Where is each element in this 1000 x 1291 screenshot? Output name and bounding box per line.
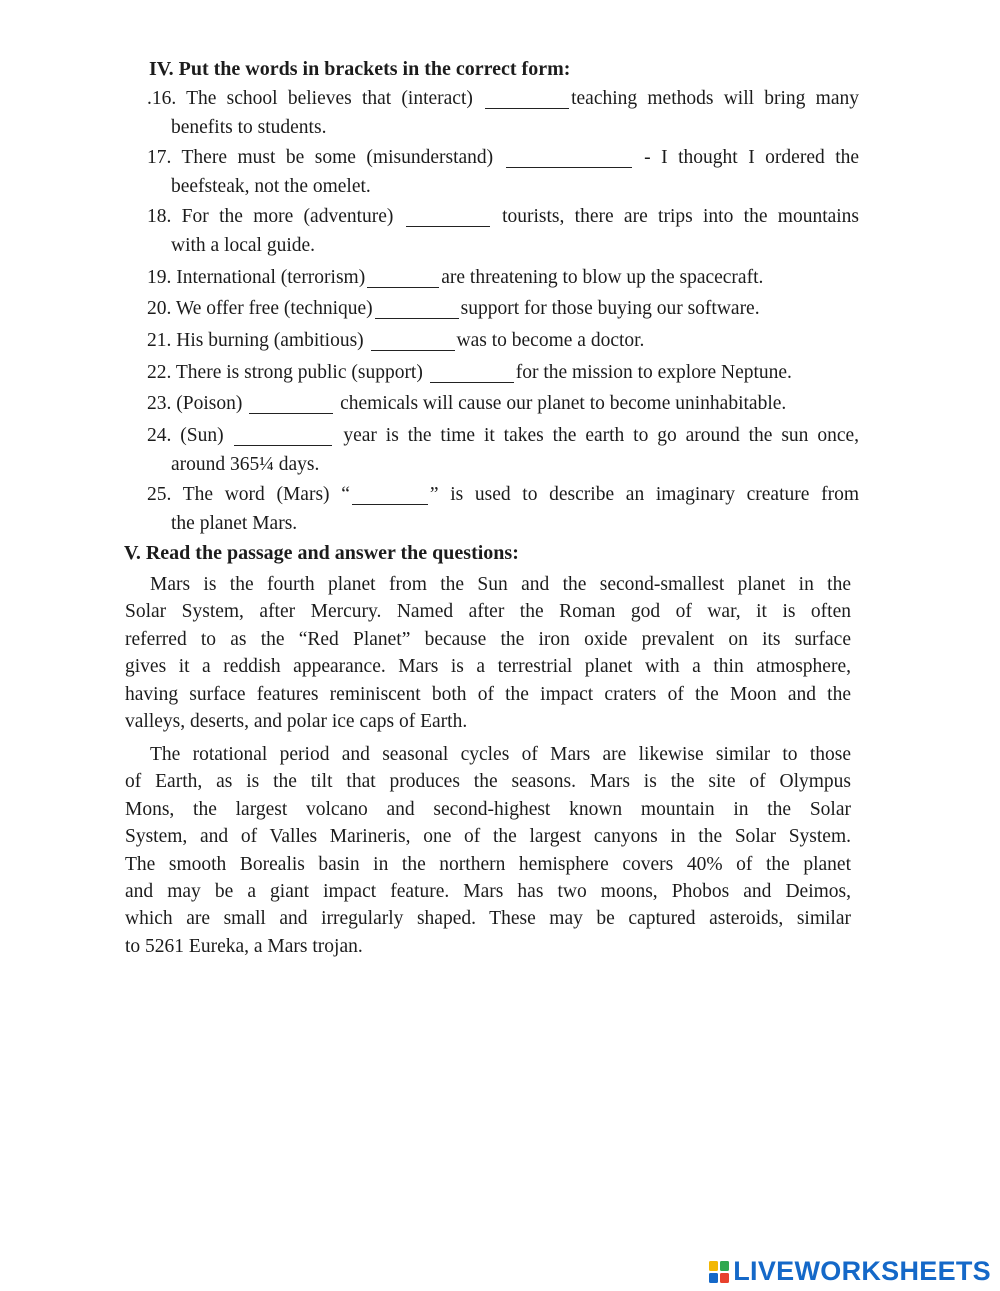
- answer-input-21[interactable]: [371, 332, 455, 351]
- answer-input-24[interactable]: [234, 427, 332, 446]
- question-text-continued: benefits to students.: [171, 117, 327, 138]
- question-text: support for those buying our software.: [460, 298, 760, 319]
- section-iv-heading: IV. Put the words in brackets in the correct form:: [149, 58, 571, 80]
- question-text: 18. For the more (adventure): [147, 206, 394, 227]
- liveworksheets-logo: [709, 1256, 991, 1287]
- question-text: 19. International (terrorism): [147, 267, 366, 288]
- question-25: [147, 480, 859, 538]
- question-text: chemicals will cause our planet to become uninhabitable.: [340, 393, 787, 414]
- passage-line: which are small and irregularly shaped. These may be captured asteroids, similar: [125, 908, 851, 930]
- question-18: [147, 202, 859, 260]
- question-text: 21. His burning (ambitious): [147, 330, 364, 351]
- passage-line: Mons, the largest volcano and second-highest known mountain in the Solar: [125, 798, 851, 820]
- question-text: tourists, there are trips into the mountains: [502, 206, 860, 227]
- answer-input-20[interactable]: [375, 300, 459, 319]
- question-text: - I thought I ordered the: [644, 147, 860, 168]
- answer-input-19[interactable]: [367, 269, 439, 288]
- passage-line: to 5261 Eureka, a Mars trojan.: [125, 935, 363, 957]
- question-text: 23. (Poison): [147, 393, 243, 414]
- passage-line: having surface features reminiscent both of the impact craters of the Moon and the: [125, 683, 851, 705]
- question-text: 20. We offer free (technique): [147, 298, 373, 319]
- passage-line: The smooth Borealis basin in the northern hemisphere covers 40% of the planet: [125, 853, 851, 875]
- liveworksheets-logo-icon: [709, 1261, 729, 1283]
- question-text: year is the time it takes the earth to go around the sun once,: [343, 425, 860, 446]
- answer-input-25[interactable]: [352, 486, 428, 505]
- question-19: [147, 263, 859, 292]
- question-text: are threatening to blow up the spacecraft.: [441, 267, 764, 288]
- liveworksheets-logo-text: LIVEWORKSHEETS: [733, 1256, 991, 1286]
- passage-line: gives it a reddish appearance. Mars is a terrestrial planet with a thin atmosphere,: [125, 656, 851, 678]
- question-text: 24. (Sun): [147, 425, 224, 446]
- passage-line: Solar System, after Mercury. Named after the Roman god of war, it is often: [125, 601, 851, 623]
- answer-input-17[interactable]: [506, 149, 632, 168]
- question-text: 25. The word (Mars) “: [147, 484, 350, 505]
- section-v-heading: V. Read the passage and answer the questions:: [124, 542, 519, 564]
- question-21: [147, 326, 859, 355]
- passage-line: System, and of Valles Marineris, one of the largest canyons in the Solar System.: [125, 826, 851, 848]
- question-16: [147, 84, 859, 142]
- passage-paragraph-1: [125, 571, 851, 735]
- question-text: for the mission to explore Neptune.: [515, 362, 792, 383]
- passage-line: valleys, deserts, and polar ice caps of Earth.: [125, 711, 468, 733]
- question-text-continued: the planet Mars.: [171, 513, 298, 534]
- question-text: ” is used to describe an imaginary creature from: [429, 484, 859, 505]
- passage-paragraph-2: [125, 741, 851, 960]
- question-text: was to become a doctor.: [456, 330, 645, 351]
- passage-line: and may be a giant impact feature. Mars has two moons, Phobos and Deimos,: [125, 881, 851, 903]
- passage-line: Mars is the fourth planet from the Sun and the second-smallest planet in the: [150, 574, 851, 595]
- answer-input-23[interactable]: [249, 395, 333, 414]
- question-text: 17. There must be some (misunderstand): [147, 147, 494, 168]
- passage-line: The rotational period and seasonal cycles of Mars are likewise similar to those: [150, 744, 851, 765]
- answer-input-18[interactable]: [406, 208, 490, 227]
- question-text-continued: with a local guide.: [171, 235, 316, 256]
- question-17: [147, 143, 859, 201]
- question-text-continued: around 365¼ days.: [171, 454, 320, 475]
- question-text: 22. There is strong public (support): [147, 362, 423, 383]
- question-text-continued: beefsteak, not the omelet.: [171, 176, 371, 197]
- question-24: [147, 421, 859, 479]
- passage-line: referred to as the “Red Planet” because the iron oxide prevalent on its surface: [125, 628, 851, 650]
- answer-input-16[interactable]: [485, 90, 569, 109]
- passage-line: of Earth, as is the tilt that produces the seasons. Mars is the site of Olympus: [125, 771, 851, 793]
- question-22: [147, 358, 859, 387]
- answer-input-22[interactable]: [430, 364, 514, 383]
- question-text: .16. The school believes that (interact): [147, 88, 473, 109]
- question-text: teaching methods will bring many: [571, 88, 859, 109]
- question-20: [147, 294, 859, 323]
- question-23: [147, 389, 859, 418]
